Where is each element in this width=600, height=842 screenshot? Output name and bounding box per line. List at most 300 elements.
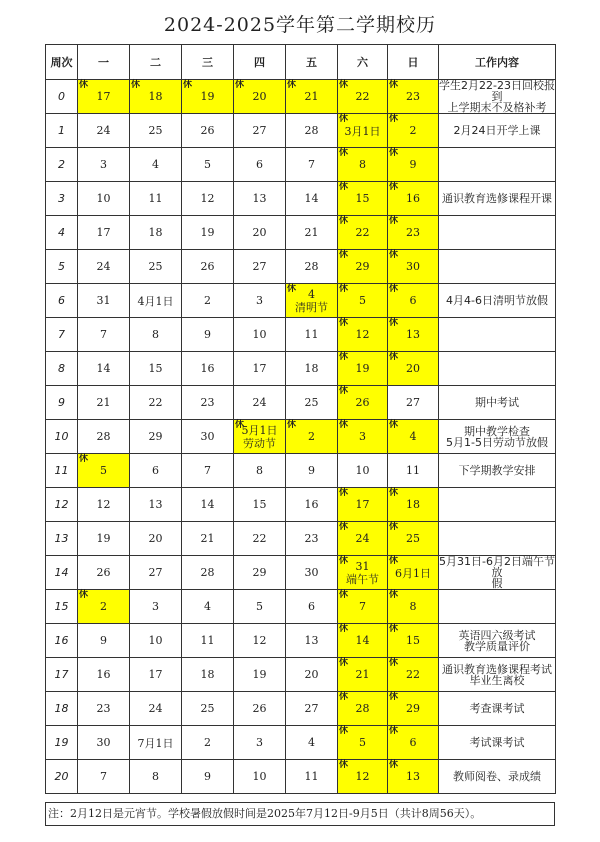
header-sat: 六 [338, 45, 388, 80]
day-date: 6 [256, 158, 263, 171]
week-number: 18 [46, 692, 78, 726]
day-date: 11 [200, 634, 215, 647]
day-date: 17 [252, 362, 267, 375]
day-cell [286, 148, 338, 182]
header-row [46, 45, 556, 80]
day-cell [130, 488, 182, 522]
day-date: 22 [252, 532, 267, 545]
day-cell [234, 114, 286, 148]
day-cell [234, 726, 286, 760]
day-date: 5 [359, 294, 366, 307]
holiday-day-cell [338, 352, 388, 386]
day-date: 6 [409, 294, 417, 307]
day-date: 3 [100, 158, 107, 171]
day-date: 10 [148, 634, 163, 647]
day-date: 26 [200, 124, 215, 137]
holiday-day-cell [234, 80, 286, 114]
day-cell [78, 726, 130, 760]
day-cell [286, 216, 338, 250]
day-date: 10 [252, 770, 267, 783]
day-cell [234, 250, 286, 284]
day-date: 20 [406, 362, 420, 375]
holiday-day-cell [286, 420, 338, 454]
day-date: 5 [359, 736, 366, 749]
day-cell [286, 556, 338, 590]
holiday-day-cell [388, 590, 439, 624]
week-row [46, 522, 556, 556]
day-cell [286, 318, 338, 352]
day-date: 18 [148, 226, 163, 239]
week-number: 2 [46, 148, 78, 182]
week-number: 3 [46, 182, 78, 216]
day-cell [78, 488, 130, 522]
day-cell [286, 250, 338, 284]
day-date: 25 [304, 396, 319, 409]
day-cell [182, 590, 234, 624]
day-cell [130, 148, 182, 182]
day-cell [130, 760, 182, 794]
holiday-day-cell [388, 420, 439, 454]
day-cell [78, 284, 130, 318]
week-row [46, 624, 556, 658]
week-row [46, 454, 556, 488]
festival-label: 劳动节 [243, 436, 276, 450]
day-date: 18 [304, 362, 319, 375]
day-cell [388, 454, 439, 488]
week-number: 12 [46, 488, 78, 522]
day-date: 13 [304, 634, 319, 647]
day-cell [182, 488, 234, 522]
day-cell [182, 182, 234, 216]
day-date: 25 [148, 124, 163, 137]
holiday-day-cell [388, 284, 439, 318]
day-cell [182, 148, 234, 182]
holiday-day-cell [234, 420, 286, 454]
work-content-cell [439, 114, 556, 148]
holiday-day-cell [338, 658, 388, 692]
header-wed: 三 [182, 45, 234, 80]
week-row [46, 148, 556, 182]
week-row [46, 114, 556, 148]
day-date: 16 [406, 192, 420, 205]
week-row [46, 318, 556, 352]
holiday-day-cell [182, 80, 234, 114]
day-cell [338, 454, 388, 488]
day-date: 15 [355, 192, 370, 205]
day-cell [130, 692, 182, 726]
day-cell [130, 624, 182, 658]
day-date: 9 [308, 464, 315, 477]
day-date: 22 [355, 226, 370, 239]
day-date: 31 [96, 294, 111, 307]
day-date: 21 [96, 396, 111, 409]
holiday-day-cell [338, 420, 388, 454]
day-date: 4 [409, 430, 417, 443]
header-fri: 五 [286, 45, 338, 80]
day-date: 休 5月1日 [241, 423, 278, 437]
header-mon: 一 [78, 45, 130, 80]
day-date: 14 [355, 634, 370, 647]
work-content-line: 毕业生离校 [469, 673, 525, 687]
day-date: 19 [96, 532, 111, 545]
week-number: 15 [46, 590, 78, 624]
day-date: 29 [148, 430, 163, 443]
day-cell [78, 760, 130, 794]
day-date: 22 [148, 396, 163, 409]
day-date: 7月1日 [137, 736, 174, 750]
day-date: 8 [409, 600, 417, 613]
page-title: 2024-2025学年第二学期校历 [163, 14, 437, 36]
day-date: 25 [406, 532, 420, 545]
day-date: 27 [252, 124, 267, 137]
day-date: 30 [304, 566, 319, 579]
holiday-day-cell [388, 488, 439, 522]
day-date: 23 [406, 90, 420, 103]
day-cell [182, 692, 234, 726]
day-date: 25 [200, 702, 215, 715]
day-date: 30 [406, 260, 420, 273]
day-date: 21 [304, 226, 319, 239]
holiday-day-cell [338, 386, 388, 420]
day-date: 7 [204, 464, 211, 477]
work-content-line: 5月1-5日劳动节放假 [446, 435, 548, 449]
week-row [46, 80, 556, 114]
day-date: 26 [252, 702, 267, 715]
work-content-cell [439, 488, 556, 522]
holiday-day-cell [388, 352, 439, 386]
work-content-line: 通识教育选修课程考试 [442, 662, 552, 676]
day-date: 26 [96, 566, 111, 579]
day-cell [130, 250, 182, 284]
holiday-day-cell [388, 658, 439, 692]
day-date: 13 [406, 328, 420, 341]
day-date: 18 [406, 498, 420, 511]
day-date: 29 [355, 260, 370, 273]
day-date: 3 [256, 294, 263, 307]
day-cell [286, 760, 338, 794]
holiday-day-cell [78, 454, 130, 488]
day-date: 3 [152, 600, 159, 613]
day-date: 3 [359, 430, 366, 443]
week-number: 11 [46, 454, 78, 488]
day-date: 11 [304, 770, 319, 783]
day-date: 2 [204, 294, 211, 307]
holiday-day-cell [338, 284, 388, 318]
festival-label: 端午节 [346, 572, 379, 586]
day-date: 14 [304, 192, 319, 205]
day-cell [78, 658, 130, 692]
day-date: 30 [200, 430, 215, 443]
day-cell [182, 216, 234, 250]
day-date: 24 [355, 532, 370, 545]
day-cell [182, 522, 234, 556]
day-date: 7 [308, 158, 315, 171]
day-cell [286, 590, 338, 624]
day-cell [286, 658, 338, 692]
work-content-cell [439, 386, 556, 420]
holiday-day-cell [388, 148, 439, 182]
day-date: 13 [148, 498, 163, 511]
day-cell [234, 318, 286, 352]
day-cell [234, 692, 286, 726]
week-row [46, 352, 556, 386]
holiday-day-cell [78, 80, 130, 114]
day-date: 7 [100, 770, 107, 783]
week-number: 16 [46, 624, 78, 658]
work-content-line: 假 [491, 577, 503, 590]
day-date: 9 [409, 158, 417, 171]
day-date: 20 [252, 90, 267, 103]
day-date: 28 [355, 702, 370, 715]
week-row [46, 760, 556, 794]
day-date: 22 [355, 90, 370, 103]
header-work-content: 工作内容 [439, 45, 556, 80]
day-date: 25 [148, 260, 163, 273]
holiday-day-cell [338, 556, 388, 590]
day-cell [130, 522, 182, 556]
holiday-day-cell [338, 522, 388, 556]
holiday-day-cell [388, 80, 439, 114]
work-content-line: 通识教育选修课程开课 [442, 192, 552, 205]
day-date: 23 [304, 532, 319, 545]
day-cell [130, 556, 182, 590]
day-date: 15 [406, 634, 420, 647]
week-number: 0 [46, 80, 78, 114]
day-date: 28 [304, 124, 319, 137]
day-cell [130, 182, 182, 216]
week-row [46, 488, 556, 522]
day-date: 21 [355, 668, 370, 681]
day-cell [286, 488, 338, 522]
day-cell [182, 454, 234, 488]
day-date: 7 [359, 600, 366, 613]
work-content-line: 5月31日-6月2日端午节放 [439, 555, 555, 579]
week-number: 4 [46, 216, 78, 250]
day-cell [78, 386, 130, 420]
day-date: 17 [96, 90, 111, 103]
day-cell [182, 658, 234, 692]
week-number: 6 [46, 284, 78, 318]
day-cell [130, 284, 182, 318]
day-cell [234, 590, 286, 624]
day-date: 12 [355, 328, 370, 341]
holiday-day-cell [338, 760, 388, 794]
holiday-day-cell [338, 148, 388, 182]
day-cell [182, 556, 234, 590]
day-cell [130, 590, 182, 624]
week-number: 1 [46, 114, 78, 148]
work-content-cell [439, 420, 556, 454]
day-date: 28 [304, 260, 319, 273]
day-cell [234, 182, 286, 216]
day-cell [182, 420, 234, 454]
work-content-cell [439, 692, 556, 726]
day-cell [286, 522, 338, 556]
work-content-cell [439, 318, 556, 352]
day-date: 19 [200, 226, 215, 239]
day-date: 12 [355, 770, 370, 783]
day-cell [78, 148, 130, 182]
day-date: 20 [148, 532, 163, 545]
holiday-day-cell [388, 114, 439, 148]
day-date: 9 [204, 770, 211, 783]
work-content-line: 学生2月22-23日回校报到 [439, 79, 555, 103]
day-date: 休 31 [355, 559, 370, 573]
week-number: 14 [46, 556, 78, 590]
holiday-day-cell [388, 624, 439, 658]
day-cell [234, 216, 286, 250]
holiday-day-cell [388, 760, 439, 794]
holiday-day-cell [388, 182, 439, 216]
day-date: 4 [152, 158, 159, 171]
day-date: 26 [355, 396, 370, 409]
day-cell [78, 624, 130, 658]
work-content-line: 期中考试 [475, 396, 519, 409]
week-number: 19 [46, 726, 78, 760]
day-cell [78, 556, 130, 590]
holiday-day-cell [78, 590, 130, 624]
day-date: 13 [406, 770, 420, 783]
day-cell [234, 284, 286, 318]
day-date: 5 [256, 600, 263, 613]
day-date: 6 [152, 464, 159, 477]
work-content-cell [439, 590, 556, 624]
day-date: 2 [308, 430, 315, 443]
holiday-day-cell [338, 318, 388, 352]
day-date: 20 [304, 668, 319, 681]
day-date: 18 [200, 668, 215, 681]
day-date: 22 [406, 668, 420, 681]
day-date: 10 [96, 192, 111, 205]
day-cell [234, 488, 286, 522]
day-date: 27 [252, 260, 267, 273]
day-cell [286, 692, 338, 726]
holiday-day-cell [388, 250, 439, 284]
day-cell [234, 386, 286, 420]
day-date: 24 [252, 396, 267, 409]
day-date: 8 [256, 464, 263, 477]
day-date: 4 [308, 736, 315, 749]
day-date: 24 [96, 124, 111, 137]
day-cell [234, 556, 286, 590]
day-date: 4 [204, 600, 211, 613]
holiday-day-cell [338, 250, 388, 284]
day-cell [130, 352, 182, 386]
work-content-line: 英语四六级考试 [458, 628, 536, 642]
day-date: 13 [252, 192, 267, 205]
week-row [46, 386, 556, 420]
holiday-day-cell [338, 216, 388, 250]
day-cell [130, 454, 182, 488]
holiday-day-cell [338, 114, 388, 148]
day-date: 21 [200, 532, 215, 545]
work-content-line: 考查课考试 [469, 702, 525, 715]
day-date: 14 [200, 498, 215, 511]
holiday-day-cell [338, 590, 388, 624]
week-number: 13 [46, 522, 78, 556]
work-content-cell [439, 148, 556, 182]
week-row [46, 284, 556, 318]
work-content-cell [439, 216, 556, 250]
day-cell [234, 624, 286, 658]
day-cell [286, 454, 338, 488]
day-cell [286, 352, 338, 386]
work-content-cell [439, 80, 556, 114]
day-cell [182, 726, 234, 760]
day-cell [234, 658, 286, 692]
day-date: 15 [252, 498, 267, 511]
day-date: 16 [96, 668, 111, 681]
day-date: 20 [252, 226, 267, 239]
day-date: 12 [252, 634, 267, 647]
day-date: 19 [252, 668, 267, 681]
day-cell [234, 352, 286, 386]
work-content-cell [439, 250, 556, 284]
work-content-line: 考试课考试 [469, 736, 525, 749]
work-content-line: 教学质量评价 [464, 639, 530, 653]
holiday-day-cell [388, 692, 439, 726]
holiday-day-cell [338, 692, 388, 726]
day-date: 17 [148, 668, 163, 681]
day-date: 8 [152, 328, 159, 341]
day-cell [78, 250, 130, 284]
week-row [46, 692, 556, 726]
work-content-line: 下学期教学安排 [458, 464, 536, 477]
day-date: 29 [252, 566, 267, 579]
day-date: 27 [148, 566, 163, 579]
day-date: 23 [96, 702, 111, 715]
day-date: 17 [355, 498, 370, 511]
day-date: 3 [256, 736, 263, 749]
day-cell [130, 114, 182, 148]
week-row [46, 658, 556, 692]
holiday-day-cell [388, 318, 439, 352]
day-cell [78, 182, 130, 216]
week-row [46, 590, 556, 624]
day-cell [182, 114, 234, 148]
week-number: 9 [46, 386, 78, 420]
day-cell [234, 760, 286, 794]
holiday-day-cell [388, 216, 439, 250]
day-cell [78, 114, 130, 148]
day-cell [78, 318, 130, 352]
day-date: 11 [406, 464, 420, 477]
day-cell [234, 148, 286, 182]
day-date: 3月1日 [344, 124, 381, 138]
header-tue: 二 [130, 45, 182, 80]
day-date: 10 [252, 328, 267, 341]
calendar-body [46, 80, 556, 794]
day-cell [182, 318, 234, 352]
day-cell [78, 352, 130, 386]
day-date: 12 [200, 192, 215, 205]
day-cell [182, 284, 234, 318]
day-date: 23 [200, 396, 215, 409]
week-row [46, 726, 556, 760]
holiday-day-cell [338, 488, 388, 522]
header-week: 周次 [46, 45, 78, 80]
work-content-cell [439, 454, 556, 488]
day-date: 17 [96, 226, 111, 239]
day-date: 休 4 [308, 287, 315, 301]
day-cell [130, 420, 182, 454]
day-date: 30 [96, 736, 111, 749]
work-content-cell [439, 556, 556, 590]
day-cell [130, 726, 182, 760]
week-number: 17 [46, 658, 78, 692]
day-date: 9 [100, 634, 107, 647]
header-thu: 四 [234, 45, 286, 80]
